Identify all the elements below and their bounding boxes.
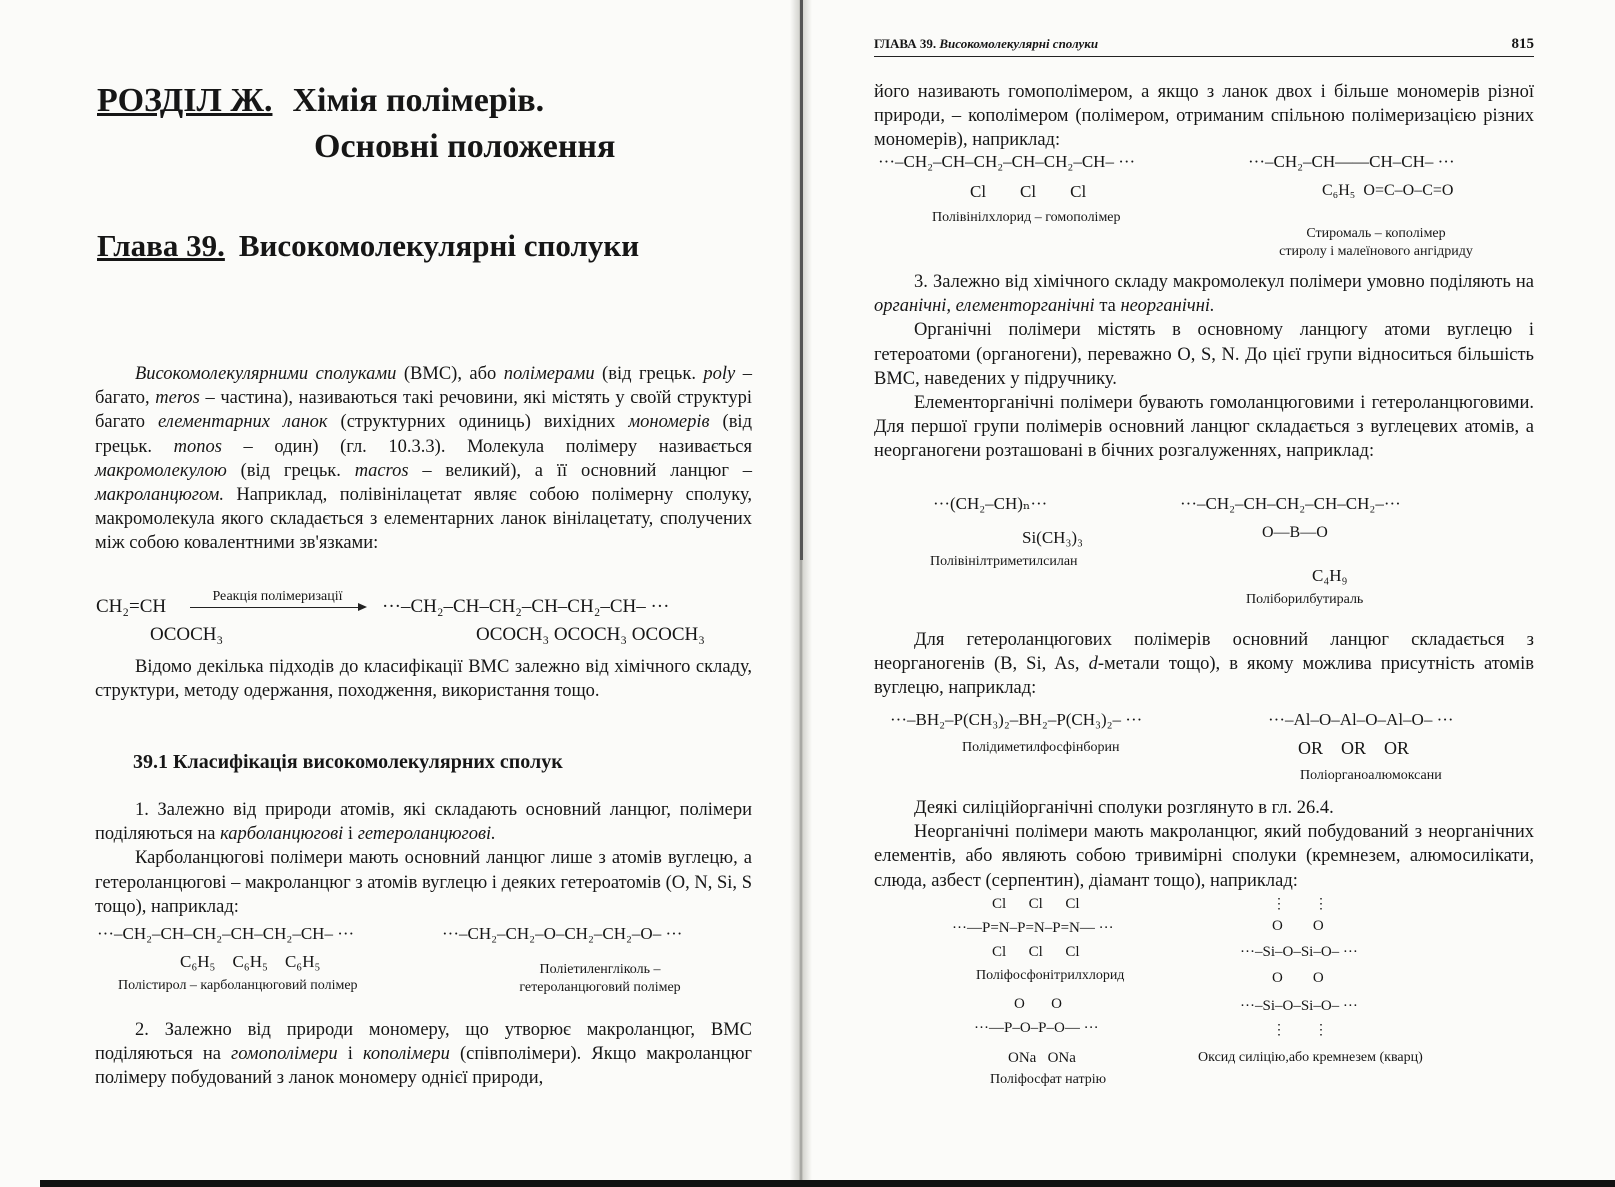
text: (від грецьк.: [594, 364, 704, 384]
pbb-butyl: C₄H₉: [1312, 566, 1348, 585]
ppnc-top: Cl Cl Cl: [992, 896, 1080, 912]
text: – один) (гл. 10.3.3). Молекула полімеру називається: [221, 436, 753, 457]
term: гомополімери: [231, 1044, 338, 1065]
text: та: [1094, 296, 1121, 317]
sio2-row4: ···–Si–O–Si–O– ···: [1240, 998, 1358, 1014]
styromal-caption-1: Стиромаль – кополімер: [1306, 226, 1446, 241]
silicon-organic-text: Деякі силіційорганічні сполуки розглянуто в гл. 26.4.: [914, 798, 1334, 818]
ptms-substituent: Si(CH₃)₃: [1022, 528, 1083, 547]
copolymer-paragraph: [874, 80, 1534, 153]
pdmpb-caption: Полідиметилфосфінборин: [962, 740, 1120, 755]
term: макромолекулою: [95, 460, 227, 481]
sio2-row3: O O: [1272, 970, 1324, 986]
ptms-formula: ···(CH₂–CH)ₙ···: [933, 494, 1048, 513]
polymer-product-substituents: OCOCH₃ OCOCH₃ OCOCH₃: [476, 624, 705, 645]
term: органічні, елементорганічні: [874, 296, 1095, 317]
ppnc-formula: ···—P=N–P=N–P=N— ···: [952, 920, 1114, 936]
pdmpb-formula: ···–BH₂–P(CH₃)₂–BH₂–P(CH₃)₂– ···: [890, 710, 1143, 729]
text: – частина), називаються такі речовини, які містять у своїй структурі багато: [95, 388, 752, 433]
monomer-nature-paragraph: [95, 1018, 752, 1091]
term: неорганічні.: [1120, 296, 1215, 317]
text: і: [337, 1044, 363, 1065]
ppnc-caption: Поліфосфонітрилхлорид: [976, 968, 1125, 983]
term: macros: [354, 460, 409, 481]
sio2-row1: O O: [1272, 918, 1324, 934]
pvc-substituents: Cl Cl Cl: [970, 182, 1087, 201]
header-chapter: ГЛАВА 39.: [874, 36, 937, 51]
chapter-title: [97, 228, 639, 264]
text: (співполімери). Якщо макроланцюг полімеру побудований з ланок мономеру однієї природи,: [95, 1044, 752, 1089]
polymer-product-formula: ···–CH₂–CH–CH₂–CH–CH₂–CH– ···: [382, 596, 670, 617]
term: d: [1088, 654, 1098, 675]
poas-substituents: OR OR OR: [1298, 738, 1410, 758]
term: Високомолекулярними сполуками: [135, 364, 397, 384]
section-label: РОЗДІЛ Ж.: [97, 82, 273, 119]
subsection-heading: 39.1 Класифікація високомолекулярних сполук: [133, 751, 563, 773]
organic-polymers-text: Органічні полімери містять в основному ланцюгу атоми вуглецю і гетероатоми (органогени), переважно O, S, N. До цієї групи відноситься більшість ВМС, наведених у підручнику.: [874, 320, 1534, 389]
section-line2: Основні положення: [314, 128, 616, 165]
composition-paragraphs: [874, 270, 1534, 464]
carbochain-paragraph: Карболанцюгові полімери мають основний ланцюг лише з атомів вуглецю, а гетероланцюгові – макроланцюг з атомів вуглецю і деяких гетероатомів (O, N, Si, S тощо), наприклад:: [95, 848, 752, 917]
text: (структурних одиниць) вихідних: [327, 412, 629, 433]
reaction-arrow: [190, 589, 365, 608]
term: полімерами: [503, 364, 595, 384]
chapter-label: Глава 39.: [97, 228, 225, 263]
sio2-row0: ⋮ ⋮: [1272, 897, 1328, 912]
term: карболанцюгові: [220, 824, 344, 845]
polystyrene-caption: Полістирол – карболанцюговий полімер: [118, 978, 358, 993]
peg-formula: ···–CH₂–CH₂–O–CH₂–CH₂–O– ···: [442, 924, 683, 943]
peg-caption-1: Поліетиленгліколь –: [539, 962, 661, 977]
sio2-row2: ···–Si–O–Si–O– ···: [1240, 944, 1358, 960]
left-page: [0, 0, 790, 1187]
elementorganic-text: Елементорганічні полімери бувають гомоланцюговими і гетероланцюговими. Для першої групи полімерів основний ланцюг складається з вуглецевих атомів, а неорганогени розташовані в бічних розгалуженнях, наприклад:: [874, 393, 1534, 462]
text: 1. Залежно від природи атомів, які складають основний ланцюг, полімери поділяються на: [95, 800, 752, 845]
sio2-caption: Оксид силіцію,або кремнезем (кварц): [1198, 1050, 1423, 1065]
copolymer-text: його називають гомополімером, а якщо з ланок двох і більше мономерів різної природи, – кополімером (полімером, отриманим спільною полімеризацією різних мономерів), наприклад:: [874, 82, 1534, 151]
polystyrene-substituents: C₆H₅ C₆H₅ C₆H₅: [180, 952, 321, 971]
pvc-formula: ···–CH₂–CH–CH₂–CH–CH₂–CH– ···: [878, 152, 1136, 171]
monomer-formula: CH₂=CH: [96, 596, 167, 617]
chapter-name: Високомолекулярні сполуки: [238, 228, 640, 263]
criteria-paragraphs: [95, 798, 752, 919]
term: гетероланцюгові.: [357, 824, 496, 845]
pbb-formula: ···–CH₂–CH–CH₂–CH–CH₂–···: [1180, 494, 1401, 513]
arrow-line: [190, 607, 365, 608]
sio2-row5: ⋮ ⋮: [1272, 1023, 1328, 1038]
term: кополімери: [362, 1044, 450, 1065]
text: (ВМС), або: [396, 364, 504, 384]
text: 3. Залежно від хімічного складу макромолекул полімери умовно поділяють на: [914, 272, 1534, 292]
term: meros: [155, 388, 200, 409]
intro-paragraph: [95, 362, 752, 556]
inorganic-polymers-text: Неорганічні полімери мають макроланцюг, який побудований з неорганічних елементів, або являють собою тривимірні сполуки (кремнезем, алюмосилікати, слюда, азбест (серпентин), діамант тощо), наприклад:: [874, 822, 1534, 891]
styromal-substituents: C₆H₅ O=C–O–C=O: [1322, 182, 1454, 199]
peg-caption-2: гетероланцюговий полімер: [519, 980, 681, 995]
term: елементарних ланок: [158, 412, 328, 433]
text: Для гетероланцюгових полімерів основний ланцюг складається з неорганогенів (B, Si, As,: [874, 630, 1534, 675]
polystyrene-formula: ···–CH₂–CH–CH₂–CH–CH₂–CH– ···: [97, 924, 355, 943]
text: Наприклад, полівінілацетат являє собою полімерну сполуку, макромолекула якого складається з елементарних ланок вінілацетату, сполучених між собою ковалентними зв'язками:: [95, 485, 752, 554]
heterochain-paragraph: [874, 628, 1534, 701]
text: (від грецьк.: [95, 412, 752, 457]
ppn-caption: Поліфосфат натрію: [990, 1072, 1107, 1087]
gutter-shadow: [800, 0, 803, 560]
page-number: 815: [1511, 36, 1534, 52]
ppn-bottom: ONa ONa: [1008, 1050, 1076, 1066]
pvc-caption: Полівінілхлорид – гомополімер: [932, 210, 1121, 225]
ppn-top: O O: [1014, 996, 1062, 1012]
monomer-substituent: OCOCH₃: [150, 624, 224, 645]
text: 2. Залежно від природи мономеру, що утворює макроланцюг, ВМС поділяються на: [95, 1020, 752, 1065]
ppnc-bottom: Cl Cl Cl: [992, 944, 1080, 960]
running-header: [874, 36, 1534, 57]
term: мономерів: [628, 412, 710, 433]
poas-caption: Поліорганоалюмоксани: [1300, 768, 1442, 783]
text: (від грецьк.: [226, 460, 355, 481]
term: monos: [173, 436, 222, 457]
section-line1: Хімія полімерів.: [292, 82, 545, 119]
pbb-ring: O—B—O: [1262, 524, 1328, 541]
text: -метали тощо), в якому можлива присутність атомів вуглецю, наприклад:: [874, 654, 1534, 699]
term: poly: [703, 364, 736, 384]
classification-paragraph: [95, 655, 752, 703]
inorganic-paragraphs: [874, 796, 1534, 893]
poas-formula: ···–Al–O–Al–O–Al–O– ···: [1268, 710, 1454, 729]
text: – багато,: [95, 364, 752, 409]
reaction-arrow-label: Реакція полімеризації: [212, 589, 343, 604]
header-title: Високомолекулярні сполуки: [939, 36, 1099, 51]
ppn-formula: ···—P–O–P–O— ···: [974, 1020, 1099, 1036]
ptms-caption: Полівінілтриметилсилан: [930, 554, 1078, 569]
styromal-caption-2: стиролу і малеїнового ангідриду: [1279, 244, 1473, 259]
classification-text: Відомо декілька підходів до класифікації ВМС залежно від хімічного складу, структури, методу одержання, походження, використання тощо.: [95, 657, 752, 702]
pbb-caption: Поліборилбутираль: [1246, 592, 1364, 607]
text: і: [343, 824, 358, 845]
section-title: [97, 78, 615, 170]
text: – великий), а її основний ланцюг –: [408, 460, 753, 481]
term: макроланцюгом.: [95, 485, 224, 506]
styromal-formula: ···–CH₂–CH——CH–CH– ···: [1248, 152, 1455, 171]
